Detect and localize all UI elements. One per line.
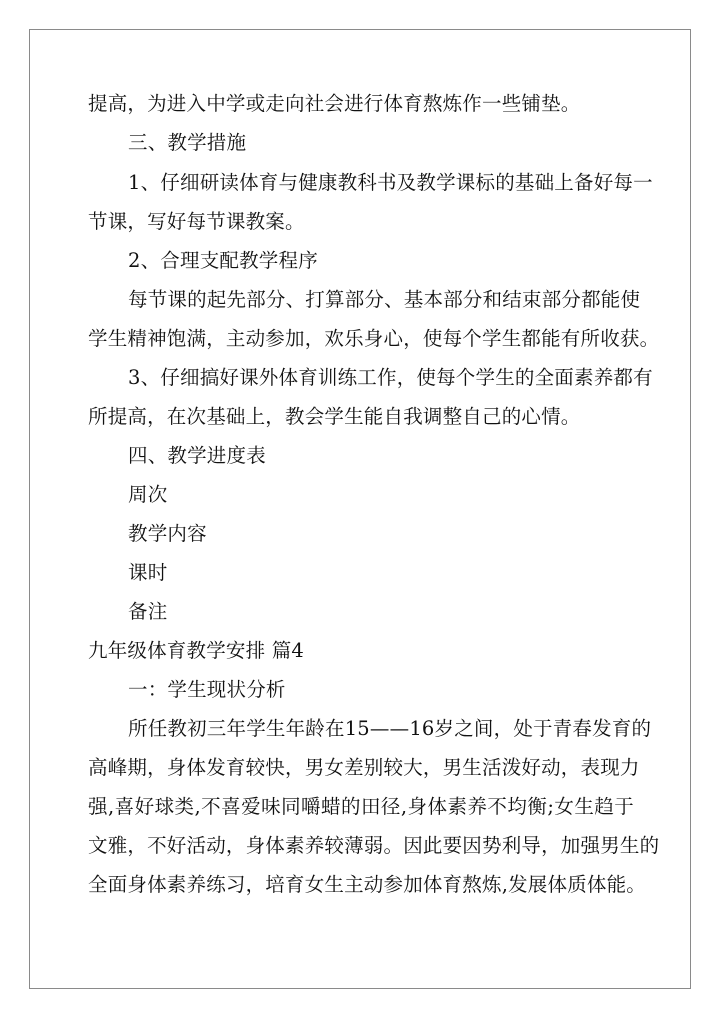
table-header-notes: 备注 <box>128 600 168 623</box>
section-heading: 四、教学进度表 <box>128 444 266 467</box>
text-line: 所提高，在次基础上，教会学生能自我调整自己的心情。 <box>88 405 581 428</box>
section-heading: 三、教学措施 <box>128 131 247 154</box>
text-line: 全面身体素养练习，培育女生主动参加体育熬炼,发展体质体能。 <box>88 873 646 896</box>
table-header-hours: 课时 <box>128 561 168 584</box>
text-line: 高峰期，身体发育较快，男女差别较大，男生活泼好动，表现力 <box>88 756 640 779</box>
text-line: 提高，为进入中学或走向社会进行体育熬炼作一些铺垫。 <box>88 92 581 115</box>
text-line: 3、仔细搞好课外体育训练工作，使每个学生的全面素养都有 <box>128 366 653 389</box>
text-line: 强,喜好球类,不喜爱味同嚼蜡的田径,身体素养不均衡;女生趋于 <box>88 795 634 818</box>
text-line: 文雅，不好活动，身体素养较薄弱。因此要因势利导，加强男生的 <box>88 834 660 857</box>
text-line: 2、合理支配教学程序 <box>128 249 318 272</box>
text-line: 每节课的起先部分、打算部分、基本部分和结束部分都能使 <box>128 288 641 311</box>
section-heading: 一：学生现状分析 <box>128 678 286 701</box>
table-header-week: 周次 <box>128 483 168 506</box>
article-title: 九年级体育教学安排 篇4 <box>88 639 305 662</box>
table-header-content: 教学内容 <box>128 522 207 545</box>
text-line: 1、仔细研读体育与健康教科书及教学课标的基础上备好每一 <box>128 171 653 194</box>
text-line: 所任教初三年学生年龄在15——16岁之间，处于青春发育的 <box>128 717 652 740</box>
text-line: 学生精神饱满，主动参加，欢乐身心，使每个学生都能有所收获。 <box>88 327 660 350</box>
text-line: 节课，写好每节课教案。 <box>88 210 305 233</box>
